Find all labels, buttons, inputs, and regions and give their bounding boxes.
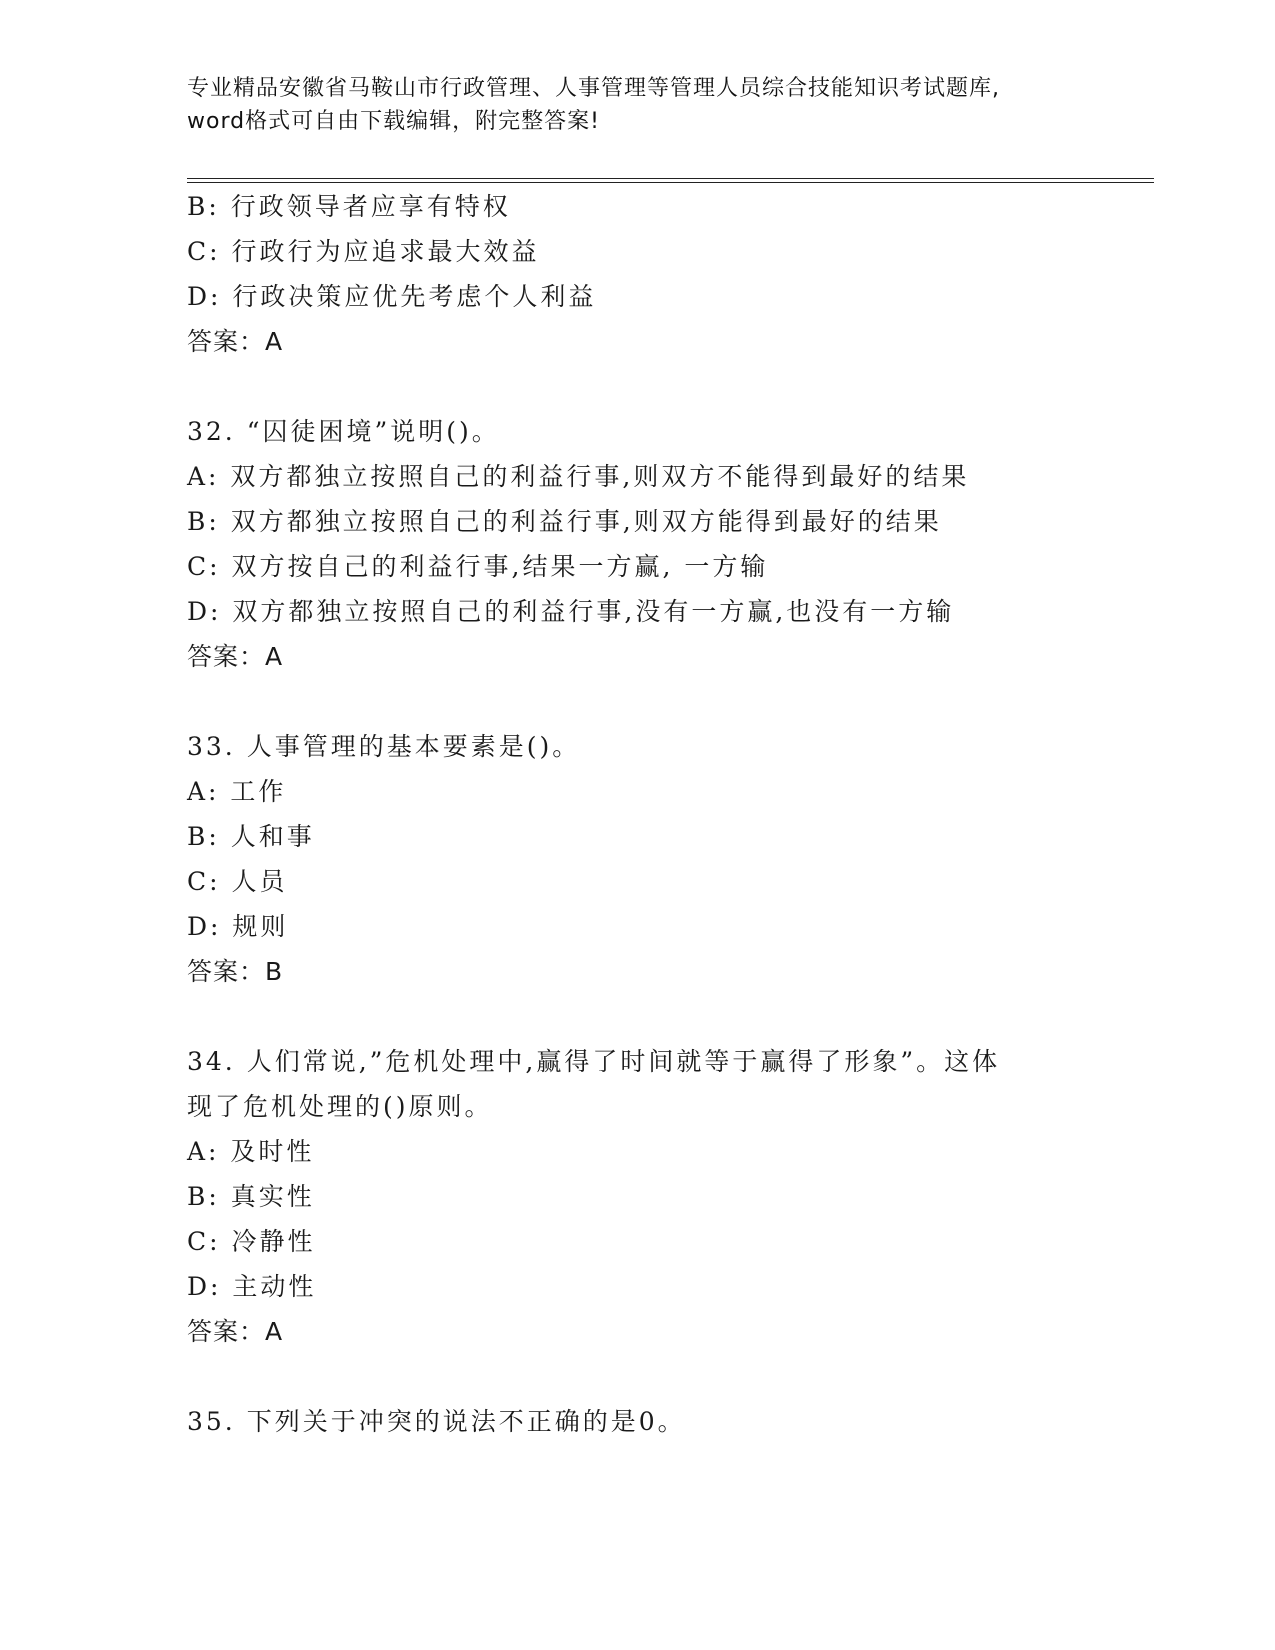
q33-answer: 答案：B xyxy=(187,957,284,986)
q31-option-b: B: 行政领导者应享有特权 xyxy=(187,192,511,221)
q34-stem-line-1: 34. 人们常说,”危机处理中,赢得了时间就等于赢得了形象”。这体 xyxy=(187,1047,1001,1076)
q34-stem-line-2: 现了危机处理的()原则。 xyxy=(187,1092,493,1121)
q34-answer: 答案：A xyxy=(187,1317,284,1346)
q31-option-c: C: 行政行为应追求最大效益 xyxy=(187,237,540,266)
q34-option-d: D: 主动性 xyxy=(187,1272,317,1301)
q34-option-b: B: 真实性 xyxy=(187,1182,315,1211)
q33-stem: 33. 人事管理的基本要素是()。 xyxy=(187,732,581,761)
q32-option-a: A: 双方都独立按照自己的利益行事,则双方不能得到最好的结果 xyxy=(187,462,970,491)
q33-option-a: A: 工作 xyxy=(187,777,287,806)
document-header xyxy=(187,72,1087,138)
q31-option-d: D: 行政决策应优先考虑个人利益 xyxy=(187,282,597,311)
header-divider-top xyxy=(187,178,1154,179)
q31-answer: 答案：A xyxy=(187,327,284,356)
q32-option-d: D: 双方都独立按照自己的利益行事,没有一方赢,也没有一方输 xyxy=(187,597,955,626)
q32-answer: 答案：A xyxy=(187,642,284,671)
header-line-2: word格式可自由下载编辑，附完整答案! xyxy=(187,109,600,134)
q34-option-c: C: 冷静性 xyxy=(187,1227,316,1256)
q34-option-a: A: 及时性 xyxy=(187,1137,315,1166)
q32-stem: 32. “囚徒困境”说明()。 xyxy=(187,417,500,446)
q33-option-d: D: 规则 xyxy=(187,912,289,941)
q32-option-b: B: 双方都独立按照自己的利益行事,则双方能得到最好的结果 xyxy=(187,507,942,536)
q32-option-c: C: 双方按自己的利益行事,结果一方赢, 一方输 xyxy=(187,552,769,581)
header-line-1: 专业精品安徽省马鞍山市行政管理、人事管理等管理人员综合技能知识考试题库, xyxy=(187,76,1000,101)
q35-stem: 35. 下列关于冲突的说法不正确的是0。 xyxy=(187,1407,686,1436)
q33-option-c: C: 人员 xyxy=(187,867,288,896)
q33-option-b: B: 人和事 xyxy=(187,822,315,851)
header-divider-bottom xyxy=(187,182,1154,183)
